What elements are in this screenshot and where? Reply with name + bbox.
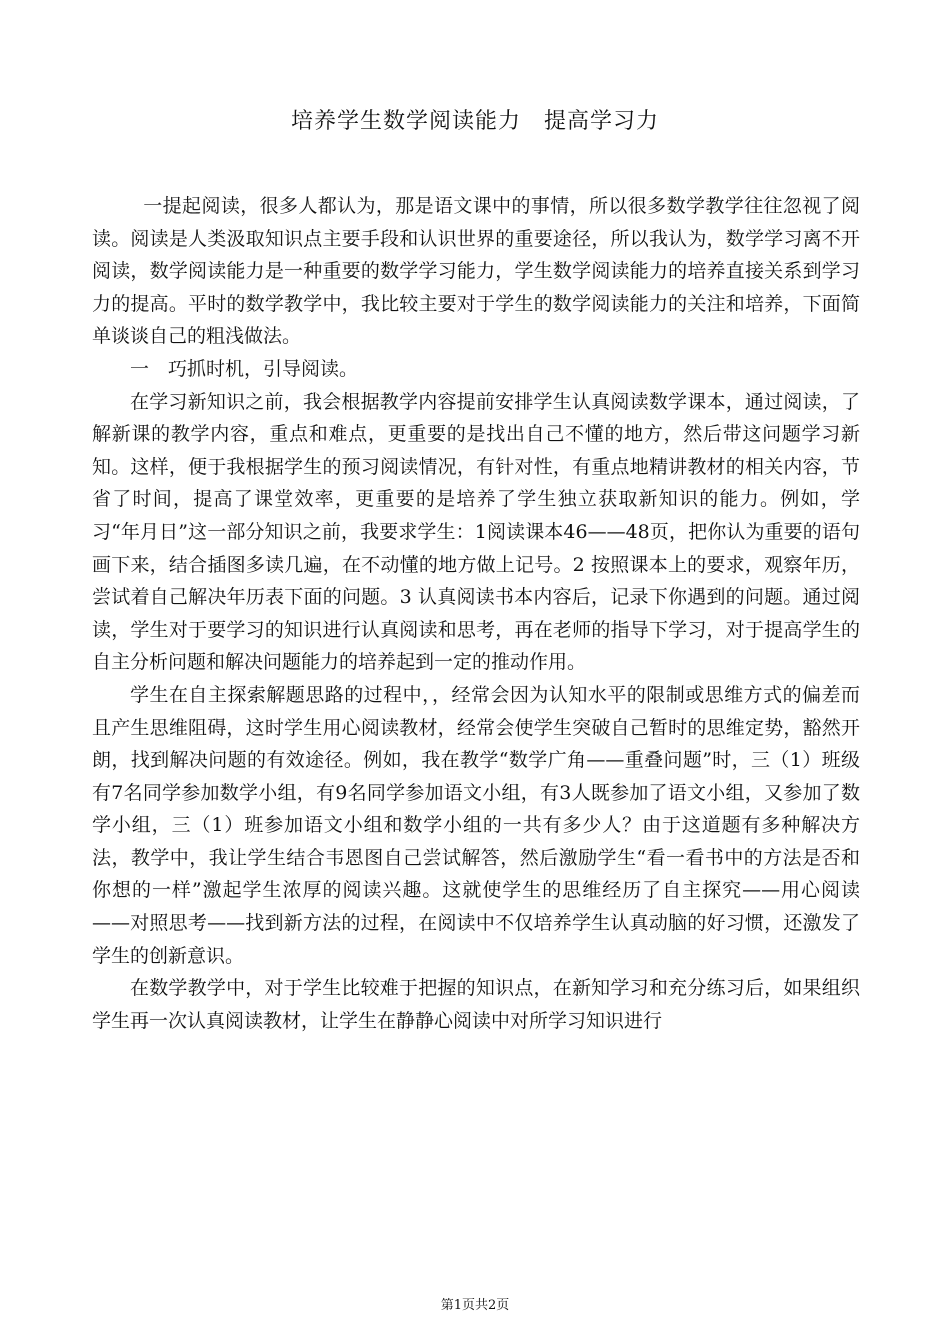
paragraph-intro: 一提起阅读，很多人都认为，那是语文课中的事情，所以很多数学教学往往忽视了阅读。阅读是人类汲取知识点主要手段和认识世界的重要途径，所以我认为，数学学习离不开阅读，数学阅读能力是一种重要的数学学习能力，学生数学阅读能力的培养直接关系到学习力的提高。平时的数学教学中，我比较主要对于学生的数学阅读能力的关注和培养，下面简单谈谈自己的粗浅做法。 [92, 195, 860, 348]
paragraph-preview-reading: 在学习新知识之前，我会根据教学内容提前安排学生认真阅读数学课本，通过阅读，了解新课的教学内容，重点和难点，更重要的是找出自己不懂的地方，然后带这问题学习新知。这样，便于我根据学生的预习阅读情况，有针对性，有重点地精讲教材的相关内容，节省了时间，提高了课堂效率，更重要的是培养了学生独立获取新知识的能力。例如，学习“年月日”这一部分知识之前，我要求学生：1阅读课本46——48页，把你认为重要的语句画下来，结合插图多读几遍，在不动懂的地方做上记号。2 按照课本上的要求，观察年历，尝试着自己解决年历表下面的问题。3 认真阅读书本内容后，记录下你遇到的问题。通过阅读，学生对于要学习的知识进行认真阅读和思考，再在老师的指导下学习，对于提高学生的自主分析问题和解决问题能力的培养起到一定的推动作用。 [92, 390, 860, 674]
page-number-footer: 第1页共2页 [440, 1298, 510, 1313]
document-body [92, 190, 860, 1037]
section-heading-1: 一 巧抓时机，引导阅读。 [130, 357, 359, 380]
paragraph-review-reading: 在数学教学中，对于学生比较难于把握的知识点，在新知学习和充分练习后，如果组织学生再一次认真阅读教材，让学生在静静心阅读中对所学习知识进行 [92, 977, 860, 1032]
document-title: 培养学生数学阅读能力 提高学习力 [290, 109, 659, 134]
paragraph-exploration-reading: 学生在自主探索解题思路的过程中，，经常会因为认知水平的限制或思维方式的偏差而且产生思维阻碍，这时学生用心阅读教材，经常会使学生突破自己暂时的思维定势，豁然开朗，找到解决问题的有效途径。例如，我在教学“数学广角——重叠问题”时，三（1）班级有7名同学参加数学小组，有9名同学参加语文小组，有3人既参加了语文小组，又参加了数学小组，三（1）班参加语文小组和数学小组的一共有多少人？由于这道题有多种解决方法，教学中，我让学生结合韦恩图自己尝试解答，然后激励学生“看一看书中的方法是否和你想的一样”激起学生浓厚的阅读兴趣。这就使学生的思维经历了自主探究——用心阅读——对照思考——找到新方法的过程，在阅读中不仅培养学生认真动脑的好习惯，还激发了学生的创新意识。 [92, 683, 860, 967]
